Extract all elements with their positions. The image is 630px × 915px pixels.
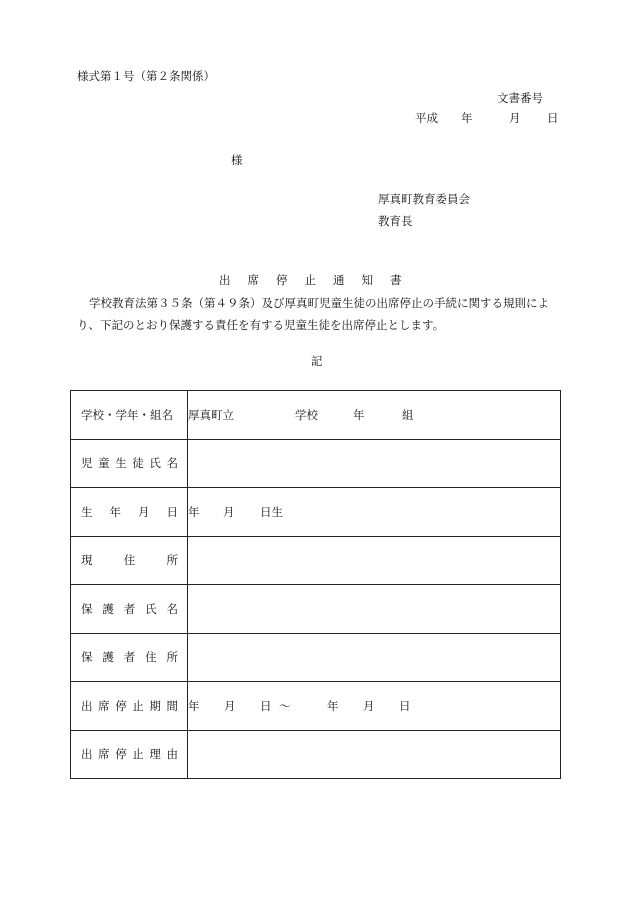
issuer-title: 教育長 [378,214,413,228]
table-row [71,439,561,488]
school-suffix: 学校 [295,407,318,422]
table-row [71,730,561,779]
title-char: 止 [304,273,333,287]
school-value-field[interactable] [188,391,561,440]
birth-day: 日生 [260,504,283,519]
birthdate-field[interactable] [188,488,561,537]
date-month: 月 [509,111,521,125]
addressee-honorific: 様 [231,153,243,167]
period-tilde: ～ [279,698,291,713]
body-text: 学校教育法第３５条（第４９条）及び厚真町児童生徒の出席停止の手続に関する規則により、下記のとおり保護する責任を有する児童生徒を出席停止とします。 [77,296,549,332]
grade-suffix: 年 [353,407,365,422]
title-char: 席 [247,273,276,287]
school-town: 厚真町立 [188,407,234,422]
title-char: 出 [219,273,248,287]
birthdate-label: 生 年 月 日 [71,488,188,537]
title-char: 通 [333,273,362,287]
period-to-year: 年 [327,698,339,713]
table-row [71,391,561,440]
table-row [71,682,561,731]
ki-label: 記 [311,354,323,368]
date-era: 平成 [415,111,438,125]
student-name-field[interactable] [188,439,561,488]
table-row [71,536,561,585]
period-to-day: 日 [399,698,411,713]
issuer-org: 厚真町教育委員会 [378,192,470,206]
doc-number-label: 文書番号 [497,91,543,105]
suspension-reason-label: 出 席 停 止 理 由 [71,730,188,779]
class-suffix: 組 [402,407,414,422]
birth-month: 月 [223,504,235,519]
suspension-reason-field[interactable] [188,730,561,779]
guardian-name-label: 保 護 者 氏 名 [71,585,188,634]
guardian-name-field[interactable] [188,585,561,634]
guardian-address-label: 保 護 者 住 所 [71,633,188,682]
document-title [219,272,419,288]
table-row [71,633,561,682]
address-field[interactable] [188,536,561,585]
date-year: 年 [461,111,473,125]
date-day: 日 [547,111,559,125]
period-to-month: 月 [363,698,375,713]
address-label: 現 住 所 [71,536,188,585]
student-name-label: 児 童 生 徒 氏 名 [71,439,188,488]
period-from-year: 年 [188,698,200,713]
suspension-period-label: 出 席 停 止 期 間 [71,682,188,731]
period-from-month: 月 [224,698,236,713]
title-char: 書 [390,273,419,287]
title-char: 停 [276,273,305,287]
period-from-day: 日 [260,698,272,713]
form-label: 様式第１号（第２条関係） [77,69,215,83]
birth-year: 年 [188,504,200,519]
date-line [415,110,559,126]
school-label: 学校・学年・組名 [71,391,188,440]
title-char: 知 [361,273,390,287]
guardian-address-field[interactable] [188,633,561,682]
table-row [71,585,561,634]
suspension-period-field[interactable] [188,682,561,731]
table-row [71,488,561,537]
details-table [70,390,561,779]
